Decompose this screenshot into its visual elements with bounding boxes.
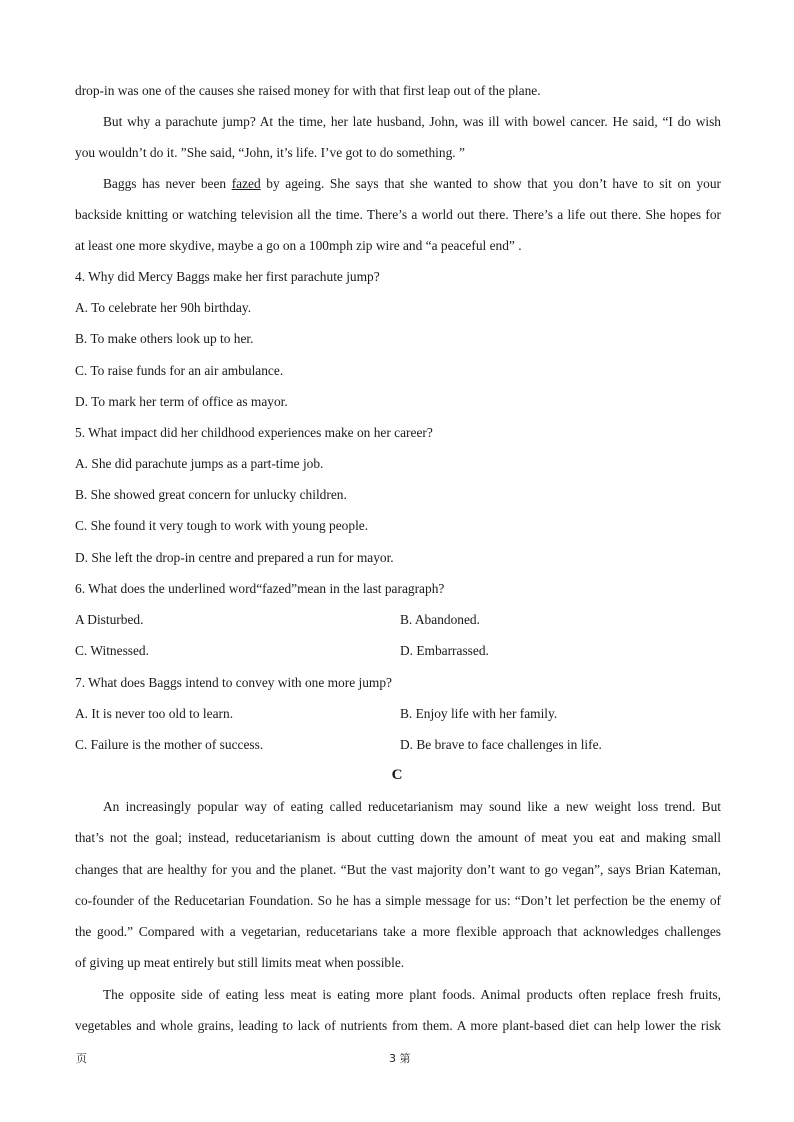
question-stem: 6. What does the underlined word“fazed”mean in the last paragraph? [75, 581, 445, 596]
paragraph-line: at least one more skydive, maybe a go on a 100mph zip wire and “a peaceful end” . [75, 238, 522, 253]
paragraph-line: changes that are healthy for you and the planet. “But the vast majority don’t want to go vegan”, says Brian Kateman, [75, 862, 721, 877]
option-c: C. Witnessed. [75, 643, 149, 658]
paragraph-line: But why a parachute jump? At the time, her late husband, John, was ill with bowel cancer. He said, “I do wish [103, 114, 721, 129]
option-d: D. She left the drop-in centre and prepared a run for mayor. [75, 550, 394, 565]
option-a: A Disturbed. [75, 612, 144, 627]
page-number: 3 第 [389, 1052, 411, 1065]
paragraph-line: co-founder of the Reducetarian Foundation. So he has a simple message for us: “Don’t let perfection be the enemy of [75, 893, 721, 908]
option-b: B. Enjoy life with her family. [400, 706, 558, 721]
option-d: D. Be brave to face challenges in life. [400, 737, 602, 752]
paragraph-line: The opposite side of eating less meat is eating more plant foods. Animal products often replace fresh fruits, [103, 987, 721, 1002]
paragraph-line: the good.” Compared with a vegetarian, reducetarians take a more flexible approach that acknowledges challenges [75, 924, 721, 939]
question-stem: 4. Why did Mercy Baggs make her first parachute jump? [75, 269, 380, 284]
paragraph-line: drop-in was one of the causes she raised money for with that first leap out of the plane. [75, 83, 541, 98]
option-b: B. Abandoned. [400, 612, 480, 627]
option-c: C. Failure is the mother of success. [75, 737, 264, 752]
text-span: Baggs has never been [103, 176, 232, 191]
option-a: A. She did parachute jumps as a part-time job. [75, 456, 324, 471]
paragraph-line: An increasingly popular way of eating called reducetarianism may sound like a new weight loss trend. But [103, 799, 721, 814]
paragraph-line: backside knitting or watching television all the time. There’s a world out there. There’s a life out there. She hopes for [75, 207, 721, 222]
footer-left: 页 [76, 1052, 87, 1065]
question-stem: 5. What impact did her childhood experiences make on her career? [75, 425, 433, 440]
paragraph-line: you wouldn’t do it. ”She said, “John, it’s life. I’ve got to do something. ” [75, 145, 465, 160]
paragraph-line: vegetables and whole grains, leading to lack of nutrients from them. A more plant-based diet can help lower the risk [75, 1018, 721, 1033]
text-span: by ageing. She says that she wanted to show that you don’t have to sit on your [260, 176, 721, 191]
paragraph-line: of giving up meat entirely but still limits meat when possible. [75, 955, 405, 970]
option-a: A. To celebrate her 90h birthday. [75, 300, 252, 315]
section-heading: C [391, 767, 403, 783]
option-a: A. It is never too old to learn. [75, 706, 234, 721]
option-c: C. To raise funds for an air ambulance. [75, 363, 284, 378]
option-d: D. To mark her term of office as mayor. [75, 394, 288, 409]
option-c: C. She found it very tough to work with young people. [75, 518, 369, 533]
option-d: D. Embarrassed. [400, 643, 489, 658]
paragraph-line: that’s not the goal; instead, reducetarianism is about cutting down the amount of meat you eat and making small [75, 830, 721, 845]
question-stem: 7. What does Baggs intend to convey with one more jump? [75, 675, 392, 690]
paragraph-line [103, 175, 721, 193]
option-b: B. To make others look up to her. [75, 331, 254, 346]
option-b: B. She showed great concern for unlucky children. [75, 487, 347, 502]
underlined-word-fazed: fazed [231, 176, 261, 191]
